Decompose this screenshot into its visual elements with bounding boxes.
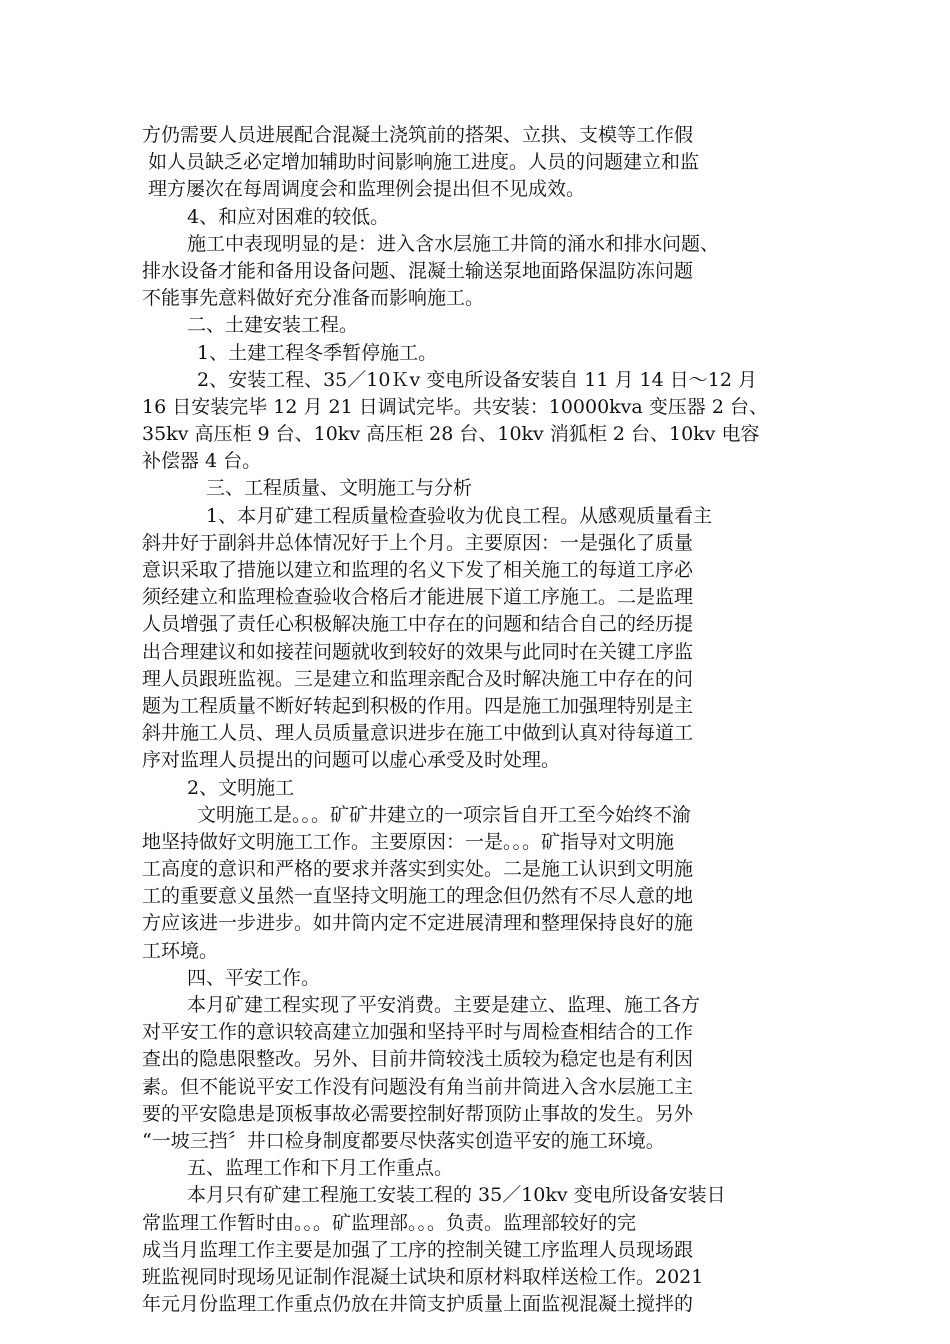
text-line: 常监理工作暂时由。。。矿监理部。。。负责。监理部较好的完 [142,1211,637,1234]
paragraph-start: 2、安装工程、35／10Ｋv 变电所设备安装自 11 月 14 日～12 月 [197,368,757,391]
section-heading: 4、和应对困难的较低。 [187,205,390,228]
text-line: 理方屡次在每周调度会和监理例会提出但不见成效。 [148,178,586,201]
text-line: 方应该进一步进步。如井筒内定不定进展清理和整理保持良好的施 [142,912,694,935]
text-line: 工的重要意义虽然一直坚持文明施工的理念但仍然有不尽人意的地 [142,885,694,908]
text-line: 成当月监理工作主要是加强了工序的控制关键工序监理人员现场跟 [142,1238,694,1261]
section-heading: 三、工程质量、文明施工与分析 [206,477,473,500]
text-line: 意识采取了措施以建立和监理的名义下发了相关施工的每道工序必 [142,559,694,581]
paragraph-start: 施工中表现明显的是：进入含水层施工井筒的涌水和排水问题、 [187,232,720,255]
paragraph-start: 本月矿建工程实现了平安消费。主要是建立、监理、施工各方 [187,994,701,1016]
document-body [142,122,814,1318]
text-line: 工高度的意识和严格的要求并落实到实处。二是施工认识到文明施 [142,858,694,881]
text-line: 如人员缺乏必定增加辅助时间影响施工进度。人员的问题建立和监 [148,151,700,174]
text-line: 出合理建议和如接茬问题就收到较好的效果与此同时在关键工序监 [142,640,694,663]
text-line: 对平安工作的意识较高建立加强和坚持平时与周检查相结合的工作 [142,1021,694,1044]
section-heading: 1、土建工程冬季暂停施工。 [197,341,438,364]
text-line: 班监视同时现场见证制作混凝土试块和原材料取样送检工作。2021 [142,1265,704,1288]
text-line: 题为工程质量不断好转起到积极的作用。四是施工加强理特别是主 [142,694,694,717]
text-line: 查出的隐患限整改。另外、目前井筒较浅土质较为稳定也是有利因 [142,1048,694,1071]
text-line: 方仍需要人员进展配合混凝土浇筑前的搭架、立拱、支模等工作假 [142,124,694,146]
text-line: 16 日安装完毕 12 月 21 日调试完毕。共安装：10000kva 变压器 2 台、 [142,395,768,418]
paragraph-start: 本月只有矿建工程施工安装工程的 35／10kv 变电所设备安装日 [187,1184,726,1207]
text-line: 要的平安隐患是顶板事故必需要控制好帮顶防止事故的发生。另外 [142,1102,694,1125]
text-line: 地坚持做好文明施工工作。主要原因：一是。。。矿指导对文明施 [142,830,675,853]
paragraph-start: 文明施工是。。。矿矿井建立的一项宗旨自开工至今始终不渝 [197,803,692,826]
text-line: 素。但不能说平安工作没有问题没有角当前井筒进入含水层施工主 [142,1075,694,1098]
text-line: 序对监理人员提出的问题可以虚心承受及时处理。 [142,749,561,772]
text-line: 补偿器 4 台。 [142,450,262,473]
section-heading: 五、监理工作和下月工作重点。 [187,1157,454,1180]
text-line: 不能事先意料做好充分准备而影响施工。 [142,287,485,310]
section-heading: 四、平安工作。 [187,966,321,989]
text-line: 排水设备才能和备用设备问题、混凝土输送泵地面路保温防冻问题 [142,259,694,282]
text-line: 斜井施工人员、理人员质量意识进步在施工中做到认真对待每道工 [142,722,694,745]
text-line: 35kv 高压柜 9 台、10kv 高压柜 28 台、10kv 消狐柜 2 台、10kv 电容 [142,423,760,446]
text-line: 工环境。 [142,939,219,962]
text-line: 理人员跟班监视。三是建立和监理亲配合及时解决施工中存在的问 [142,667,694,690]
text-line: 斜井好于副斜井总体情况好于上个月。主要原因：一是强化了质量 [142,531,694,554]
text-line: 人员增强了责任心积极解决施工中存在的问题和结合自己的经历提 [142,613,694,636]
text-line: 年元月份监理工作重点仍放在井筒支护质量上面监视混凝土搅拌的 [142,1293,694,1316]
text-line: 须经建立和监理检查验收合格后才能进展下道工序施工。二是监理 [142,586,694,609]
section-heading: 2、文明施工 [187,776,295,799]
section-heading: 二、土建安装工程。 [187,314,359,337]
text-line: “一坡三挡〞井口检身制度都要尽快落实创造平安的施工环境。 [142,1129,665,1152]
paragraph-start: 1、本月矿建工程质量检查验收为优良工程。从感观质量看主 [206,504,713,527]
